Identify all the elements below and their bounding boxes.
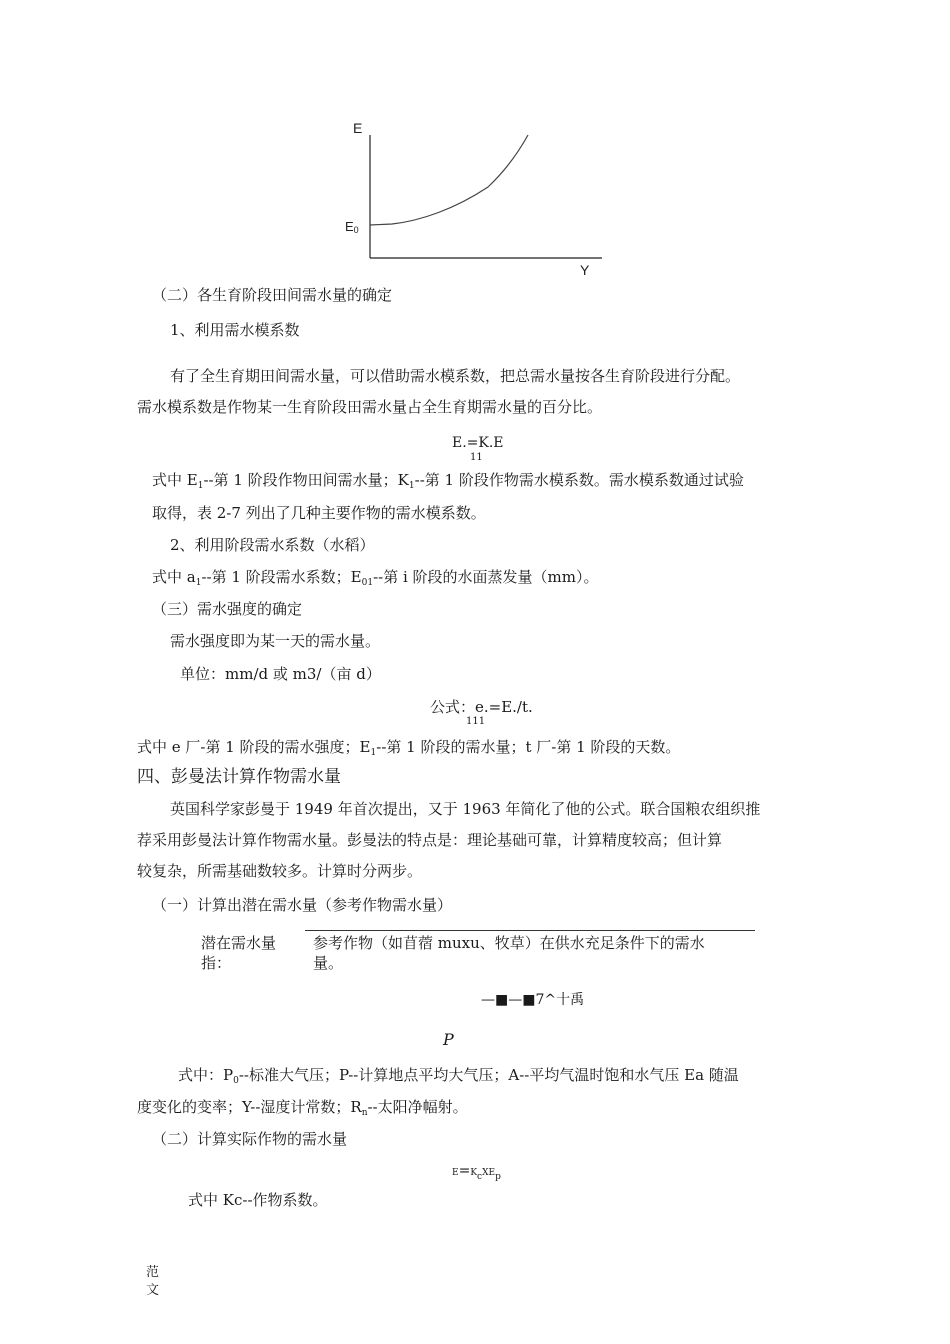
subsection-heading-2-2: 2、利用阶段需水系数（水稻） <box>170 536 375 554</box>
footer-line-2: 文 <box>146 1283 160 1298</box>
table-left-line-2: 指： <box>201 954 232 972</box>
table-right-line-2: 量。 <box>313 954 344 972</box>
paragraph-2-line-1: 英国科学家彭曼于 1949 年首次提出，又于 1963 年简化了他的公式。联合国粮农组织推 <box>170 800 761 818</box>
footer-mark <box>146 1264 159 1300</box>
formula-p-symbol: P <box>443 1030 454 1049</box>
x-axis-label: Y <box>580 262 590 278</box>
paragraph-2-line-3: 较复杂，所需基础数较多。计算时分两步。 <box>137 862 423 880</box>
section-heading-3: （三）需水强度的确定 <box>152 600 303 618</box>
y-axis-e0-mark: E0 <box>345 219 359 235</box>
table-right-line-1: 参考作物（如苜蓿 muxu、牧草）在供水充足条件下的需水 <box>313 934 705 952</box>
paragraph-2-line-2: 荐采用彭曼法计算作物需水量。彭曼法的特点是：理论基础可靠，计算精度较高；但计算 <box>137 831 723 849</box>
definition-1-line-2: 取得，表 2-7 列出了几种主要作物的需水模系数。 <box>152 504 486 522</box>
formula-1-subscripts: 11 <box>470 452 483 463</box>
table-left-cell <box>201 933 276 973</box>
definition-4-line-2: 度变化的变率；Y--湿度计常数；$R_n--$太阳净幅射。 <box>137 1098 468 1118</box>
unit-line: 单位：mm/d 或 m3/（亩 d） <box>180 665 381 683</box>
definition-4-line-1: 式中：$P_0--$标准大气压；P--计算地点平均大气压；A--平均气温时饱和水气压 Ea 随温 <box>178 1066 739 1086</box>
water-requirement-curve-graph <box>340 115 620 280</box>
y-axis-label: E <box>353 120 363 136</box>
formula-1: E.=K.E <box>452 435 504 451</box>
section-3-text: 需水强度即为某一天的需水量。 <box>170 632 381 650</box>
subsection-heading-2-1: 1、利用需水模系数 <box>170 321 300 339</box>
subsection-heading-4-2: （二）计算实际作物的需水量 <box>152 1130 348 1148</box>
table-right-cell <box>313 933 705 973</box>
formula-2-subscripts: 111 <box>466 716 486 727</box>
table-top-rule <box>305 930 755 931</box>
footer-line-1: 范 <box>146 1265 160 1280</box>
definition-1-line-1: 式中 $E_1--$第 1 阶段作物田间需水量；$K_1--$第 1 阶段作物需水模系数。需水模系数通过试验 <box>152 471 744 491</box>
section-heading-4: 四、彭曼法计算作物需水量 <box>137 767 341 787</box>
paragraph-1-line-1: 有了全生育期田间需水量，可以借助需水模系数，把总需水量按各生育阶段进行分配。 <box>170 367 741 385</box>
table-left-line-1: 潜在需水量 <box>201 934 277 952</box>
formula-3: E=KcXEp <box>452 1163 501 1182</box>
subsection-heading-4-1: （一）计算出潜在需水量（参考作物需水量） <box>152 896 453 914</box>
paragraph-1-line-2: 需水模系数是作物某一生育阶段田需水量占全生育期需水量的百分比。 <box>137 398 603 416</box>
definition-5: 式中 Kc--作物系数。 <box>188 1191 328 1209</box>
section-heading-2: （二）各生育阶段田间需水量的确定 <box>152 286 393 304</box>
definition-3: 式中 e 厂-第 1 阶段的需水强度；$E_1--$第 1 阶段的需水量；t 厂-第 1 阶段的天数。 <box>137 738 681 758</box>
definition-2: 式中 $a_1--$第 1 阶段需水系数；$E_{01}--$第 i 阶段的水面蒸发量（mm）。 <box>152 568 599 588</box>
formula-2: 公式：e.=E./t. <box>430 698 533 716</box>
curve <box>370 135 528 225</box>
garbled-formula: —■—■7^十禹 <box>481 992 585 1008</box>
